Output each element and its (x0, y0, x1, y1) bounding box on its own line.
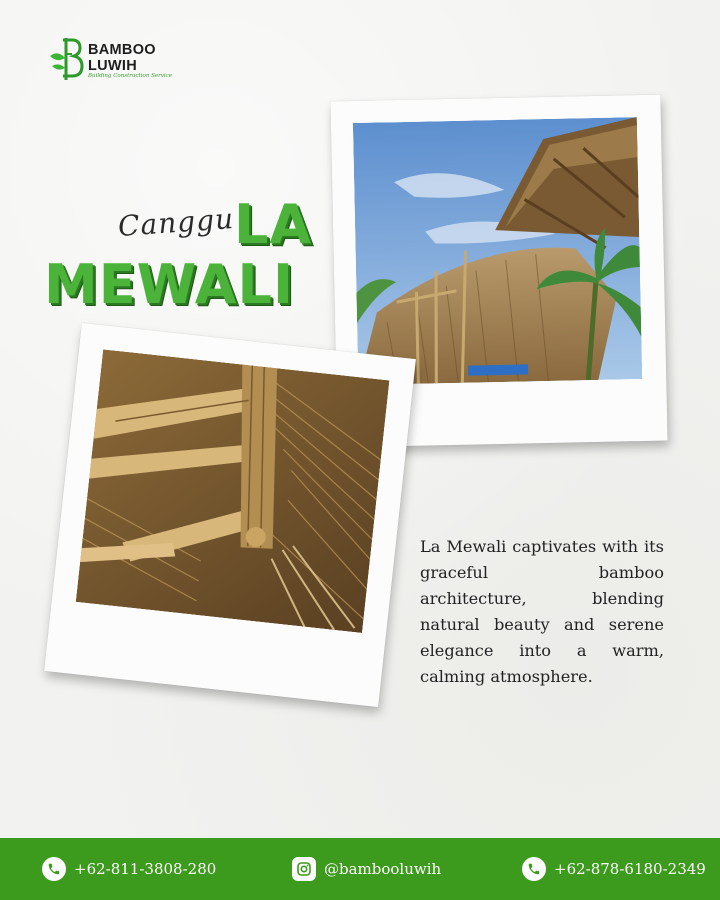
bamboo-roof-structure-closeup-photo (76, 349, 390, 633)
phone-1-text: +62-811-3808-280 (74, 860, 217, 878)
contact-footer (0, 838, 720, 900)
polaroid-frame-bottom (44, 323, 416, 707)
location-script-text: Canggu (116, 201, 236, 244)
description-text: La Mewali captivates with its graceful bamboo architecture, blending natural beauty and serene elegance into a warm, calming atmosphere. (420, 537, 664, 686)
title-line-1: LA (234, 193, 313, 256)
instagram-handle-text: @bambooluwih (324, 860, 442, 878)
title-line-2: MEWALI (44, 253, 295, 316)
phone-icon (522, 857, 546, 881)
brand-logo[interactable] (48, 36, 188, 86)
brand-name-line2: LUWIH (88, 58, 138, 74)
contact-phone-1[interactable] (42, 856, 216, 882)
phone-2-text: +62-878-6180-2349 (554, 860, 706, 878)
instagram-icon (292, 857, 316, 881)
brand-name-line1: BAMBOO (88, 42, 156, 58)
contact-instagram[interactable] (292, 856, 441, 882)
brand-tagline: Building Construction Service (88, 73, 172, 79)
contact-phone-2[interactable] (522, 856, 706, 882)
brand-name (88, 42, 156, 74)
bamboo-pavilion-thatched-roof-photo (353, 117, 642, 385)
bamboo-leaf-logo-icon (48, 36, 86, 82)
phone-icon (42, 857, 66, 881)
